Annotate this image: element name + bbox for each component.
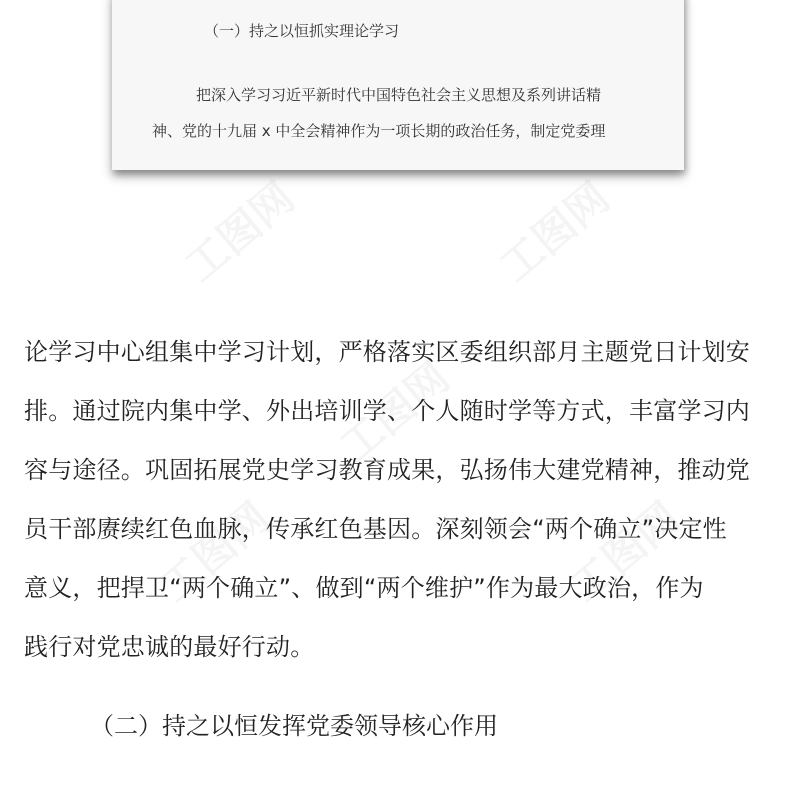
watermark: [485, 167, 620, 294]
watermark: [170, 167, 305, 294]
body-text-line: 论学习中心组集中学习计划，严格落实区委组织部月主题党日计划安: [24, 338, 750, 366]
card-heading: （一）持之以恒抓实理论学习: [204, 22, 400, 40]
body-text-line: 排。通过院内集中学、外出培训学、个人随时学等方式，丰富学习内: [24, 397, 750, 425]
body-text-line: 意义，把捍卫“两个确立”、做到“两个维护”作为最大政治，作为: [24, 574, 704, 602]
body-text-line: 践行对党忠诚的最好行动。: [24, 633, 315, 661]
section-heading: （二）持之以恒发挥党委领导核心作用: [90, 712, 498, 740]
body-text-line: 容与途径。巩固拓展党史学习教育成果，弘扬伟大建党精神，推动党: [24, 456, 750, 484]
preview-card: [112, 0, 684, 170]
body-text-line: 员干部赓续红色血脉，传承红色基因。深刻领会“两个确立”决定性: [24, 515, 727, 543]
body-paragraph: [24, 323, 780, 677]
card-text-line: 神、党的十九届 x 中全会精神作为一项长期的政治任务，制定党委理: [152, 122, 606, 140]
card-text-line: 把深入学习习近平新时代中国特色社会主义思想及系列讲话精: [196, 86, 602, 104]
